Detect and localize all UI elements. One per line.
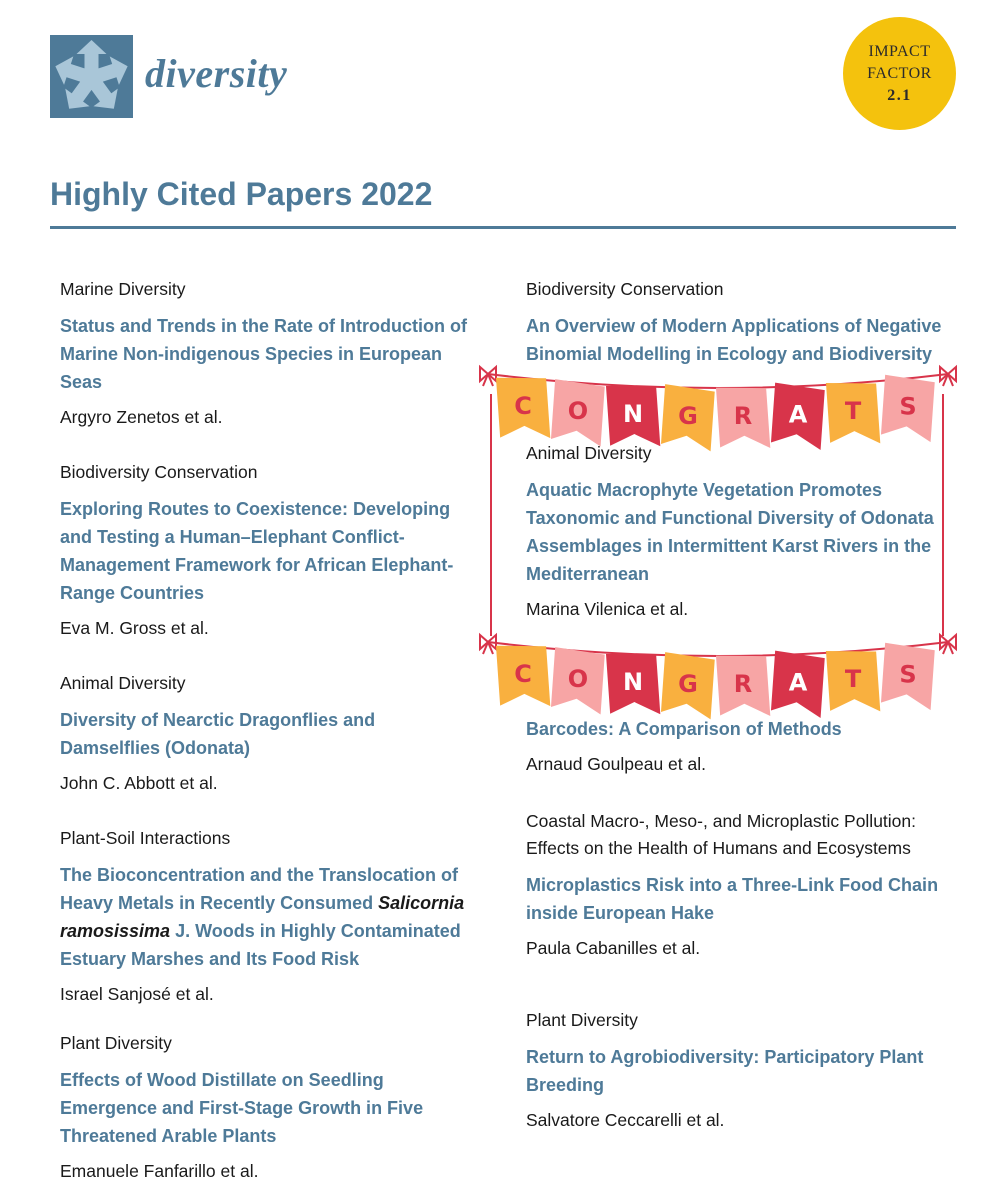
bunting-flag [881, 375, 935, 442]
paper-category: Animal Diversity [60, 673, 186, 693]
paper-category: Plant-Soil Interactions [60, 828, 231, 848]
paper-entry [526, 1007, 946, 1134]
congrats-banner-bottom [478, 630, 958, 730]
banner-letter: S [899, 392, 917, 421]
bunting-flag [826, 380, 880, 447]
banner-letter: C [514, 659, 532, 688]
journal-name[interactable]: diversity [145, 51, 288, 96]
bow-icon [480, 635, 496, 654]
impact-factor-label-line2: FACTOR [867, 65, 932, 82]
paper-authors: Argyro Zenetos et al. [60, 407, 223, 427]
bunting-flag [496, 374, 550, 441]
paper-entry [60, 1030, 480, 1185]
paper-authors: Marina Vilenica et al. [526, 599, 689, 619]
paper-category: Biodiversity Conservation [60, 462, 258, 482]
paper-title-link[interactable]: Exploring Routes to Coexistence: Developing and Testing a Human–Elephant Conflict-Management Framework for African Elephant-Range Countries [60, 499, 454, 603]
bunting-flag [606, 382, 660, 449]
banner-letter: T [844, 397, 862, 426]
paper-authors: Arnaud Goulpeau et al. [526, 754, 706, 774]
banner-letter: N [622, 400, 644, 429]
paper-title-part: The Bioconcentration and the Translocation of Heavy Metals in Recently Consumed [60, 865, 459, 913]
impact-factor-value: 2.1 [887, 87, 912, 104]
paper-authors: Paula Cabanilles et al. [526, 938, 701, 958]
banner-letter: R [733, 669, 753, 698]
banner-letter: S [899, 660, 917, 689]
banner-letter: O [567, 396, 589, 425]
banner-letter: C [514, 391, 532, 420]
paper-title-link[interactable]: Diversity of Nearctic Dragonflies and Damselflies (Odonata) [60, 710, 376, 758]
banner-letter: O [567, 664, 589, 693]
banner-letter: R [733, 401, 753, 430]
papers-left-column [60, 276, 480, 1200]
congrats-banner-top [478, 362, 958, 462]
paper-title-part: J. Woods in Highly Contaminated Estuary Marshes and Its Food Risk [60, 921, 461, 969]
paper-entry [60, 670, 480, 797]
paper-entry [60, 459, 480, 642]
asterisk-logo-icon [50, 35, 133, 118]
paper-title-link[interactable]: Aquatic Macrophyte Vegetation Promotes Taxonomic and Functional Diversity of Odonata Assemblages in Intermittent Karst Rivers in the Mediterranean [526, 480, 934, 584]
bow-icon [480, 367, 496, 386]
banner-letter: N [622, 668, 644, 697]
banner-letter: G [678, 401, 698, 430]
bunting-flag [551, 379, 605, 446]
bow-icon [940, 367, 956, 386]
title-divider [50, 226, 956, 229]
bunting-flag [881, 643, 935, 710]
paper-title-link[interactable]: Barcodes: A Comparison of Methods [526, 719, 842, 739]
paper-title-link[interactable] [60, 861, 480, 973]
page-title: Highly Cited Papers 2022 [50, 176, 433, 212]
bunting-flag [771, 383, 825, 450]
paper-authors: Emanuele Fanfarillo et al. [60, 1161, 259, 1181]
impact-factor-badge [843, 17, 956, 130]
paper-title-link[interactable]: Status and Trends in the Rate of Introduction of Marine Non-indigenous Species in European Seas [60, 316, 468, 392]
bunting-flag [661, 652, 715, 719]
paper-category: Coastal Macro-, Meso-, and Microplastic Pollution: Effects on the Health of Humans and Ecosystems [526, 811, 917, 858]
paper-authors: Eva M. Gross et al. [60, 618, 209, 638]
banner-letter: T [844, 665, 862, 694]
paper-category: Biodiversity Conservation [526, 279, 724, 299]
paper-category: Animal Diversity [526, 443, 652, 463]
bunting-flag [826, 648, 880, 715]
paper-authors: John C. Abbott et al. [60, 773, 218, 793]
bunting-flag [496, 642, 550, 709]
impact-factor-label-line1: IMPACT [868, 43, 931, 60]
bow-icon [940, 635, 956, 654]
bunting-flag [661, 384, 715, 451]
paper-entry [60, 276, 480, 431]
bunting-flag [716, 652, 770, 719]
bunting-flag [606, 650, 660, 717]
paper-category: Marine Diversity [60, 279, 186, 299]
journal-logo[interactable] [50, 35, 133, 118]
bunting-flag [551, 647, 605, 714]
paper-category: Plant Diversity [526, 1010, 638, 1030]
bunting-flag [771, 651, 825, 718]
paper-title-link[interactable]: Microplastics Risk into a Three-Link Food Chain inside European Hake [526, 875, 939, 923]
paper-title-link[interactable]: Return to Agrobiodiversity: Participatory Plant Breeding [526, 1047, 924, 1095]
bunting-flag [716, 384, 770, 451]
paper-entry [60, 825, 480, 1008]
paper-entry [526, 808, 946, 962]
paper-authors: Israel Sanjosé et al. [60, 984, 214, 1004]
banner-letter: A [788, 400, 808, 429]
paper-authors: Salvatore Ceccarelli et al. [526, 1110, 725, 1130]
paper-title-link[interactable]: Effects of Wood Distillate on Seedling Emergence and First-Stage Growth in Five Threatened Arable Plants [60, 1070, 424, 1146]
species-name: Salicornia ramosissima [60, 893, 465, 941]
paper-title-link[interactable]: An Overview of Modern Applications of Negative Binomial Modelling in Ecology and Biodiversity [526, 316, 942, 364]
banner-letter: G [678, 669, 698, 698]
paper-category: Plant Diversity [60, 1033, 172, 1053]
banner-letter: A [788, 668, 808, 697]
